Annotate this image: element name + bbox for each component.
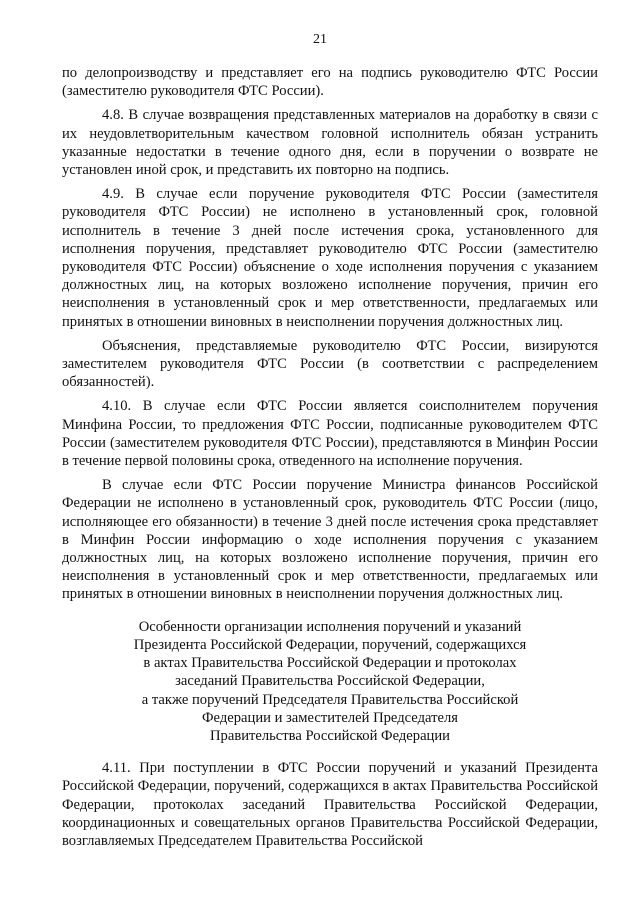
paragraph-minister-orders: В случае если ФТС России поручение Министра финансов Российской Федерации не исполнено в установленный срок, руководитель ФТС России (лицо, исполняющее его обязанности) в течение 3 дней после истечения срока представляет в Минфин России информацию о ходе исполнения поручения с указанием должностных лиц, на которых возложено исполнение поручения, причин его неисполнения в установленный срок и мер ответственности, предлагаемых или принятых в отношении виновных в неисполнении поручения должностных лиц. xyxy=(62,477,598,603)
paragraph-4-9: 4.9. В случае если поручение руководителя ФТС России (заместителя руководителя ФТС России) не исполнено в установленный срок, головной исполнитель в течение 3 дней после истечения срока, установленного для исполнения поручения, представляет руководителю ФТС России (заместителю руководителя ФТС России) объяснение о ходе исполнения поручения с указанием должностных лиц, на которых возложено исполнение поручения, причин его неисполнения в установленный срок и мер ответственности, предлагаемых или принятых в отношении виновных в неисполнении поручения должностных лиц. xyxy=(62,186,598,330)
section-heading-line: в актах Правительства Российской Федерации и протоколах xyxy=(143,655,517,672)
paragraph-explanations: Объяснения, представляемые руководителю ФТС России, визируются заместителем руководителя ФТС России (в соответствии с распределением обязанностей). xyxy=(62,337,598,391)
paragraph-4-8: 4.8. В случае возвращения представленных материалов на доработку в связи с их неудовлетворительным качеством головной исполнитель обязан устранить указанные недостатки в течение одного дня, если в поручении о возврате не установлен иной срок, и представить их повторно на подпись. xyxy=(62,107,598,179)
section-heading-line: заседаний Правительства Российской Федерации, xyxy=(175,673,485,690)
section-heading-line: Федерации и заместителей Председателя xyxy=(202,709,458,726)
section-heading-line: Правительства Российской Федерации xyxy=(210,727,450,744)
paragraph-4-10: 4.10. В случае если ФТС России является соисполнителем поручения Минфина России, то предложения ФТС России, подписанные руководителем ФТС России (заместителем руководителя ФТС России), представляются в Минфин России в течение первой половины срока, отведенного на исполнение поручения. xyxy=(62,398,598,470)
paragraph-4-11: 4.11. При поступлении в ФТС России поручений и указаний Президента Российской Федерации, поручений, содержащихся в актах Правительства Российской Федерации, протоколах заседаний Правительства Российской Федерации, координационных и совещательных органов Правительства Российской Федерации, возглавляемых Председателем Правительства Российской xyxy=(62,760,598,849)
document-body xyxy=(62,64,598,856)
paragraph-continuation: по делопроизводству и представляет его на подпись руководителю ФТС России (заместителю руководителя ФТС России). xyxy=(62,65,598,100)
section-heading-line: а также поручений Председателя Правительства Российской xyxy=(141,691,519,708)
section-heading xyxy=(62,618,598,745)
section-heading-line: Президента Российской Федерации, поручений, содержащихся xyxy=(133,636,527,653)
page-number: 21 xyxy=(313,32,327,47)
section-heading-line: Особенности организации исполнения поручений и указаний xyxy=(138,618,522,635)
